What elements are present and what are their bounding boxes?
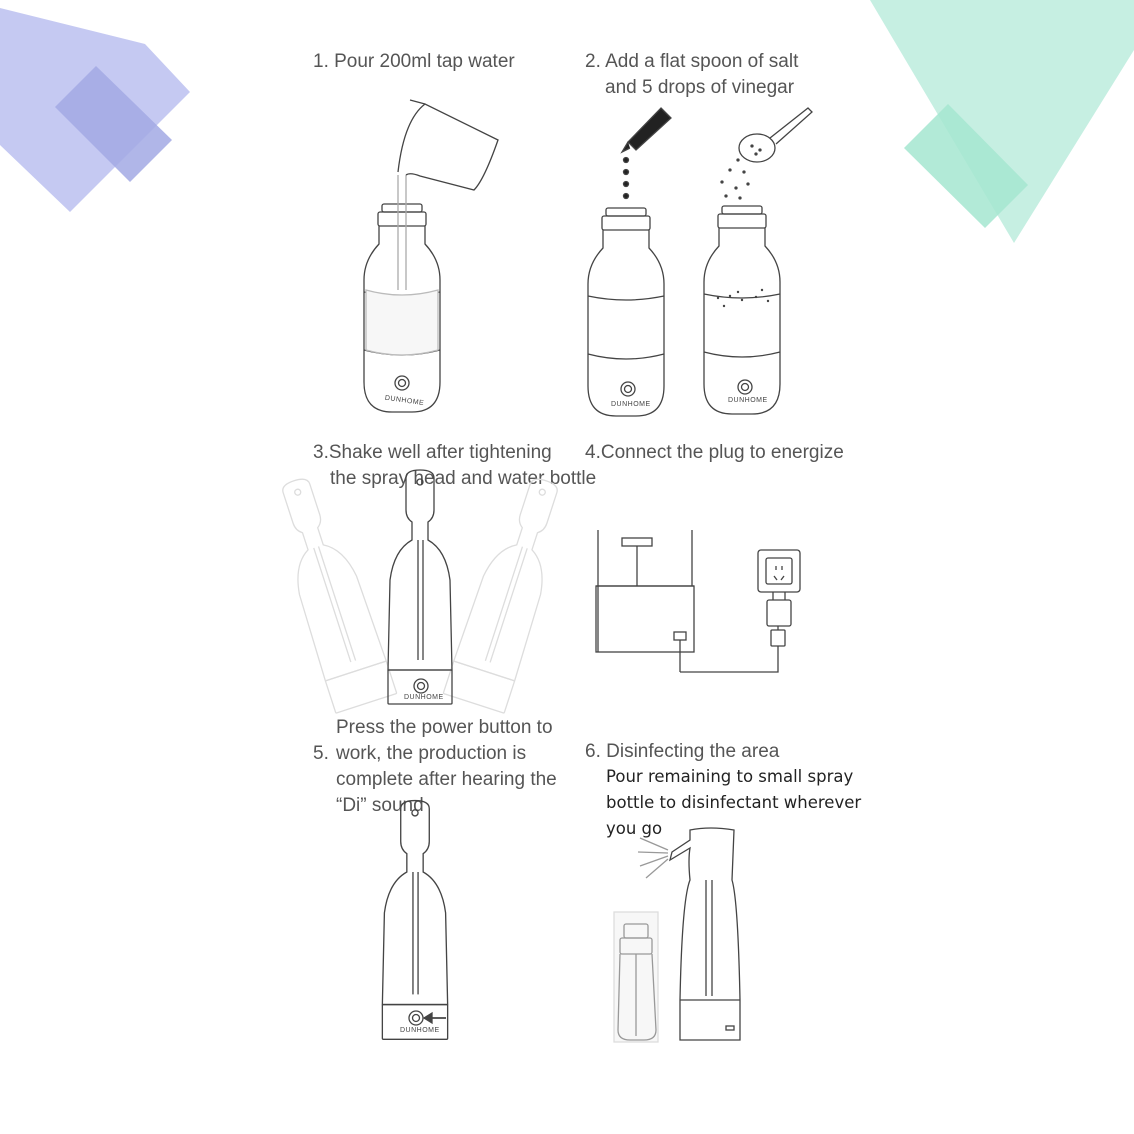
step-1-brand: DUNHOME — [384, 394, 425, 408]
step-4-label: 4.Connect the plug to energize — [585, 442, 844, 463]
step-6-illustration — [614, 828, 740, 1042]
step-6-label: 6. Disinfecting the area — [585, 741, 780, 762]
step-1-illustration — [364, 100, 498, 412]
step-2-brand-right: DUNHOME — [728, 397, 768, 404]
step-6-note: Pour remaining to small spray bottle to disinfectant wherever you go — [606, 767, 862, 838]
step-2-brand-left: DUNHOME — [611, 401, 651, 408]
step-2-illustration — [588, 108, 812, 416]
step-4-illustration — [596, 530, 800, 672]
step-5-brand: DUNHOME — [400, 1027, 440, 1034]
step-2-label: 2. Add a flat spoon of salt and 5 drops of vinegar — [585, 51, 799, 98]
step-5-number: 5. — [313, 743, 329, 764]
spray-mist-icon — [638, 838, 668, 878]
power-outlet-icon — [758, 550, 800, 592]
step-5-label: Press the power button to work, the production is complete after hearing the “Di” sound — [336, 717, 557, 816]
arrow-left-icon — [424, 1013, 446, 1023]
salt-spoon-icon — [721, 108, 812, 199]
step-3-brand: DUNHOME — [404, 694, 444, 701]
step-1-label: 1. Pour 200ml tap water — [313, 51, 515, 72]
step-5-illustration — [382, 801, 447, 1040]
small-spray-bottle-icon — [614, 912, 658, 1042]
step-3-label: 3.Shake well after tightening the spray head and water bottle — [313, 442, 597, 489]
step-3-illustration — [264, 470, 577, 713]
power-adapter-icon — [767, 592, 791, 646]
shake-motion-ghosts — [264, 471, 577, 713]
dropper-icon — [622, 108, 671, 199]
